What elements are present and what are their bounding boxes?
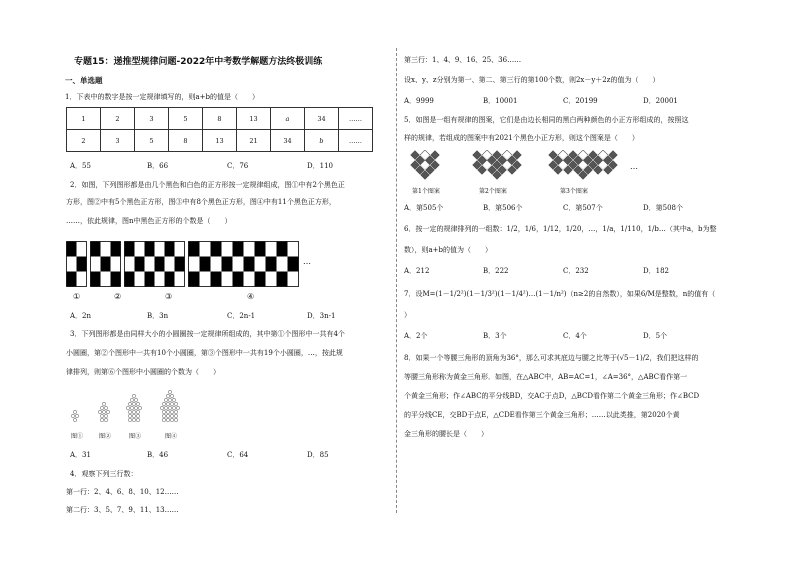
q5-option-d: D．第508个	[643, 204, 683, 212]
q5-label: 第3个图案	[560, 188, 588, 195]
table-cell: 2	[101, 108, 135, 130]
table-cell: 34	[271, 130, 305, 152]
q2-line: ……，依此规律，图n中黑色正方形的个数是（ ）	[66, 217, 232, 225]
q2-option-a: A．2n	[70, 312, 92, 320]
section-heading: 一、单选题	[65, 76, 103, 85]
q3-label: 图②	[99, 433, 112, 440]
q5-ellipsis: …	[630, 162, 638, 171]
q4-option-d: D．20001	[643, 97, 678, 105]
q2-label: ②	[114, 292, 122, 301]
q2-ellipsis: …	[303, 257, 311, 266]
q6-line: 6．按一定的规律排列的一组数：1/2，1/6，1/12，1/20，…，1/a，1/110，1/b…（其中a，b为整	[404, 225, 717, 233]
q2-line: 方形，图②中有5个黑色正方形，图③中有8个黑色正方形，图④中有11个黑色正方形，	[66, 198, 336, 206]
table-cell: 13	[203, 130, 237, 152]
q4-line: 第一行：2、4、6、8、10、12……	[66, 488, 179, 496]
table-cell: 1	[67, 108, 101, 130]
q4-option-b: B．10001	[483, 97, 518, 105]
table-cell: 3	[135, 108, 169, 130]
table-cell: 5	[169, 108, 203, 130]
table-cell: 2	[67, 130, 101, 152]
q4-option-a: A．9999	[404, 97, 434, 105]
q3-option-d: D．85	[307, 451, 329, 459]
table-cell: 8	[169, 130, 203, 152]
q1-option-d: D．110	[307, 162, 333, 170]
q6-option-b: B．222	[483, 267, 509, 275]
q2-option-d: D．3n-1	[307, 312, 336, 320]
q3-label: 图①	[71, 433, 84, 440]
q2-label: ③	[165, 292, 173, 301]
q4-question: 设x、y、z分别为第一、第二、第三行的第100个数，则2x－y＋2z的值为（ ）	[404, 76, 660, 84]
q1-option-c: C．76	[227, 162, 249, 170]
q6-option-c: C．232	[563, 267, 589, 275]
q5-diamond-patterns	[410, 150, 640, 182]
q2-option-b: B．3n	[147, 312, 169, 320]
q1-text: 1．下表中的数字是按一定规律填写的，则a+b的值是（ ）	[65, 93, 259, 101]
q1-table	[66, 107, 373, 152]
q2-line: 2．如图，下列图形都是由几个黑色和白色的正方形按一定规律组成，图①中有2个黑色正	[70, 181, 345, 189]
q3-line: 律排列，则第⑥个图形中小圆圈的个数为（ ）	[66, 368, 220, 376]
table-cell: 13	[237, 108, 271, 130]
q7-line: ）	[404, 311, 411, 319]
table-cell: ……	[339, 130, 373, 152]
table-cell: 3	[101, 130, 135, 152]
q6-option-d: D．182	[643, 267, 669, 275]
q3-line: 3．下列图形都是由同样大小的小圆圈按一定规律所组成的，其中第①个图形中一共有4个	[70, 330, 345, 338]
column-divider	[396, 48, 397, 513]
q7-option-d: D．5个	[643, 332, 668, 340]
q8-line: 的平分线CE，交BD于点E，△CDE看作第三个黄金三角形；……以此类推，第2020个黄	[404, 411, 680, 419]
q5-label: 第1个图案	[412, 188, 440, 195]
table-cell: 8	[203, 108, 237, 130]
table-cell: ……	[339, 108, 373, 130]
q1-option-b: B．66	[147, 162, 169, 170]
table-cell: a	[271, 108, 305, 130]
q3-circle-figures	[70, 390, 220, 430]
q4-line: 第二行：3、5、7、9、11、13……	[66, 506, 179, 514]
q2-checker-pattern	[66, 241, 306, 289]
q3-label: 图③	[129, 433, 142, 440]
q7-option-a: A．2个	[404, 332, 428, 340]
table-cell: b	[305, 130, 339, 152]
q5-line: 5．如图是一组有规律的图案，它们是由边长相同的黑白两种颜色的小正方形组成的，按照这	[404, 116, 689, 124]
q7-option-c: C．4个	[563, 332, 587, 340]
table-cell: 5	[135, 130, 169, 152]
page-title: 专题15：递推型规律问题-2022年中考数学解题方法终极训练	[74, 57, 323, 67]
q7-line: 7．设M=(1－1/2²)(1－1/3²)(1－1/4²)…(1－1/n²)（n≥2的自然数），如果6/M是整数，n的值有（	[404, 290, 716, 298]
q4-option-c: C．20199	[563, 97, 598, 105]
q5-line: 样的规律，若组成的图案中有2021个黑色小正方形，则这个图案是（ ）	[404, 134, 639, 142]
q5-option-c: C．第507个	[563, 204, 603, 212]
q5-label: 第2个图案	[479, 188, 507, 195]
table-cell: 21	[237, 130, 271, 152]
q3-line: 小圆圈，第②个图形中一共有10个小圆圈，第③个图形中一共有19个小圆圈，…，按此规	[66, 349, 343, 357]
q5-option-a: A．第505个	[404, 204, 444, 212]
q2-label: ④	[247, 292, 255, 301]
q2-label: ①	[73, 292, 81, 301]
q1-option-a: A．55	[70, 162, 91, 170]
q6-option-a: A．212	[404, 267, 430, 275]
q3-option-c: C．64	[227, 451, 249, 459]
q8-line: 8．如果一个等腰三角形的顶角为36°，那么可求其底边与腰之比等于(√5－1)/2，我们把这样的	[404, 354, 699, 362]
q3-label: 图④	[165, 433, 178, 440]
q8-line: 金三角形的腰长是（ ）	[404, 430, 488, 438]
q8-line: 等腰三角形称为黄金三角形．如图，在△ABC中，AB=AC=1，∠A=36°，△ABC看作第一	[404, 373, 688, 381]
q3-option-a: A．31	[70, 451, 91, 459]
q8-line: 个黄金三角形；作∠ABC的平分线BD，交AC于点D，△BCD看作第二个黄金三角形；作∠BCD	[404, 392, 700, 400]
q4-row3: 第三行：1、4、9、16、25、36……	[404, 56, 522, 64]
q3-option-b: B．46	[147, 451, 169, 459]
q2-option-c: C．2n-1	[227, 312, 256, 320]
q7-option-b: B．3个	[483, 332, 507, 340]
q6-line: 数），则a+b的值为（ ）	[404, 246, 493, 254]
q5-option-b: B．第506个	[483, 204, 523, 212]
q4-line: 4．观察下列三行数：	[70, 470, 138, 478]
table-cell: 34	[305, 108, 339, 130]
